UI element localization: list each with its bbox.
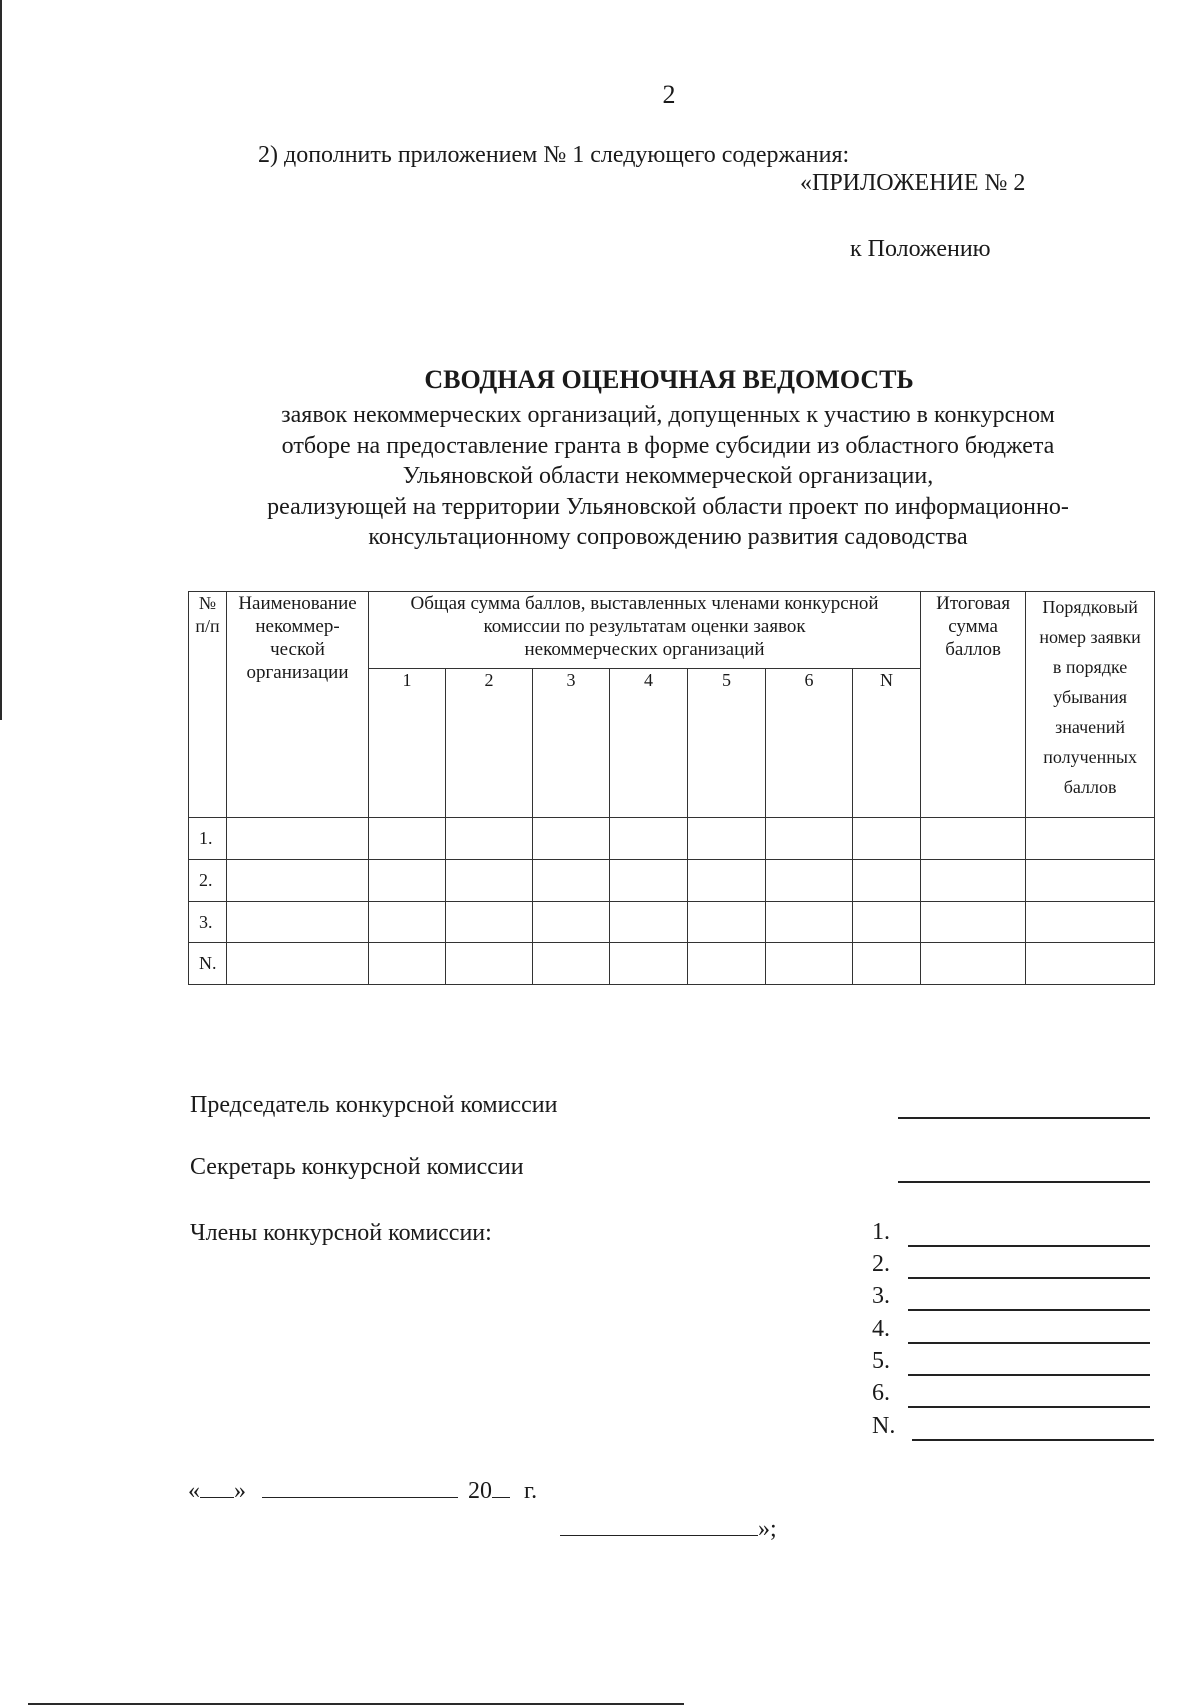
subtitle-line: консультационному сопровождению развития садоводства (368, 524, 968, 550)
chairman-signature-line (898, 1117, 1150, 1119)
header-name-line: некоммер- (255, 616, 340, 637)
header-scores-line: некоммерческих организаций (524, 639, 765, 660)
table-row (189, 943, 1155, 985)
member-number: 5. (872, 1348, 890, 1374)
table-cell (853, 902, 921, 943)
header-order-line: полученных (1043, 747, 1137, 767)
table-row (189, 860, 1155, 902)
header-total (921, 592, 1026, 818)
table-cell (688, 860, 766, 902)
date-row (188, 1477, 537, 1505)
intro-line: 2) дополнить приложением № 1 следующего содержания: (258, 142, 850, 168)
row-number: 2. (189, 860, 227, 902)
table-cell (766, 902, 853, 943)
table-cell (766, 818, 853, 860)
table-cell (921, 943, 1026, 985)
header-total-line: сумма (948, 616, 998, 637)
member-signature-line (908, 1309, 1150, 1311)
subtitle-line: заявок некоммерческих организаций, допущенных к участию в конкурсном (281, 402, 1055, 428)
table-cell (227, 902, 369, 943)
chairman-label: Председатель конкурсной комиссии (190, 1092, 558, 1118)
table-cell (610, 943, 688, 985)
subtitle-line: Ульяновской области некоммерческой организации, (402, 463, 934, 489)
table-cell (1026, 943, 1155, 985)
header-order-line: значений (1055, 717, 1126, 737)
member-signature-6 (872, 1380, 1162, 1412)
member-column-4: 4 (610, 669, 688, 818)
table-cell (446, 943, 533, 985)
header-order-line: убывания (1053, 687, 1127, 707)
year-prefix: 20 (468, 1478, 492, 1504)
document-subtitle (188, 400, 1148, 553)
score-table (188, 591, 1155, 985)
year-suffix: г. (524, 1478, 538, 1504)
member-signature-3 (872, 1283, 1162, 1315)
member-number: 4. (872, 1316, 890, 1342)
member-signature-line (908, 1245, 1150, 1247)
table-cell (369, 943, 446, 985)
table-cell (853, 860, 921, 902)
table-row (189, 902, 1155, 943)
bottom-rule (28, 1703, 684, 1705)
header-organization-name (227, 592, 369, 818)
table-cell (369, 902, 446, 943)
year-blank (492, 1477, 510, 1498)
table-cell (853, 818, 921, 860)
member-column-6: 6 (766, 669, 853, 818)
header-number-line: № (198, 593, 217, 613)
member-number: 2. (872, 1251, 890, 1277)
table-cell (533, 943, 610, 985)
header-total-line: Итоговая (936, 593, 1011, 614)
member-number: 1. (872, 1219, 890, 1245)
row-number: N. (189, 943, 227, 985)
appendix-title: «ПРИЛОЖЕНИЕ № 2 (800, 170, 1026, 196)
header-order-line: Порядковый (1042, 597, 1138, 617)
table-cell (688, 943, 766, 985)
secretary-signature-line (898, 1181, 1150, 1183)
table-cell (853, 943, 921, 985)
table-cell (369, 818, 446, 860)
table-row (189, 818, 1155, 860)
table-cell (446, 818, 533, 860)
table-cell (688, 818, 766, 860)
table-cell (921, 860, 1026, 902)
table-cell (369, 860, 446, 902)
header-number-line: п/п (195, 616, 220, 636)
table-cell (921, 818, 1026, 860)
subtitle-line: отборе на предоставление гранта в форме субсидии из областного бюджета (281, 432, 1055, 459)
table-cell (533, 902, 610, 943)
table-cell (766, 860, 853, 902)
table-cell (1026, 860, 1155, 902)
header-order (1026, 592, 1155, 818)
header-order-line: в порядке (1052, 657, 1128, 677)
table-cell (227, 860, 369, 902)
table-cell (1026, 902, 1155, 943)
member-signature-1 (872, 1219, 1162, 1251)
member-number: 3. (872, 1283, 890, 1309)
table-cell (533, 860, 610, 902)
member-signature-n (872, 1413, 1162, 1445)
table-cell (446, 860, 533, 902)
table-cell (1026, 818, 1155, 860)
table-cell (610, 902, 688, 943)
appendix-reference: к Положению (850, 236, 991, 262)
page-number: 2 (662, 80, 676, 109)
header-order-line: баллов (1063, 777, 1117, 797)
table-cell (446, 902, 533, 943)
day-blank (200, 1477, 234, 1498)
document-title: СВОДНАЯ ОЦЕНОЧНАЯ ВЕДОМОСТЬ (424, 365, 914, 394)
member-number: 6. (872, 1380, 890, 1406)
member-signature-line (912, 1439, 1154, 1441)
header-name-line: ческой (270, 639, 325, 660)
header-number (189, 592, 227, 818)
table-cell (688, 902, 766, 943)
closing-row (560, 1515, 777, 1543)
closing-blank (560, 1515, 758, 1536)
member-number: N. (872, 1413, 896, 1439)
member-signature-2 (872, 1251, 1162, 1283)
header-scores-line: комиссии по результатам оценки заявок (483, 616, 806, 637)
table-cell (227, 943, 369, 985)
header-scores (369, 592, 921, 669)
member-column-2: 2 (446, 669, 533, 818)
table-cell (766, 943, 853, 985)
date-open-quote: « (188, 1478, 200, 1504)
subtitle-line: реализующей на территории Ульяновской области проект по информационно- (267, 493, 1069, 520)
secretary-label: Секретарь конкурсной комиссии (190, 1154, 524, 1180)
member-signature-line (908, 1374, 1150, 1376)
closing-quote: »; (758, 1516, 777, 1542)
member-signature-line (908, 1342, 1150, 1344)
member-signature-5 (872, 1348, 1162, 1380)
member-signature-line (908, 1277, 1150, 1279)
table-cell (921, 902, 1026, 943)
member-signature-line (908, 1406, 1150, 1408)
members-label: Члены конкурсной комиссии: (190, 1220, 492, 1246)
table-cell (227, 818, 369, 860)
row-number: 3. (189, 902, 227, 943)
table-cell (610, 818, 688, 860)
header-scores-line: Общая сумма баллов, выставленных членами конкурсной (410, 593, 879, 614)
date-close-quote: » (234, 1478, 246, 1504)
member-column-1: 1 (369, 669, 446, 818)
table-cell (533, 818, 610, 860)
month-blank (262, 1477, 458, 1498)
header-name-line: организации (246, 662, 349, 683)
member-column-5: 5 (688, 669, 766, 818)
member-column-3: 3 (533, 669, 610, 818)
header-total-line: баллов (945, 639, 1001, 660)
member-column-n: N (853, 669, 921, 818)
row-number: 1. (189, 818, 227, 860)
header-order-line: номер заявки (1039, 627, 1141, 647)
table-cell (610, 860, 688, 902)
member-signature-4 (872, 1316, 1162, 1348)
header-name-line: Наименование (238, 593, 357, 614)
